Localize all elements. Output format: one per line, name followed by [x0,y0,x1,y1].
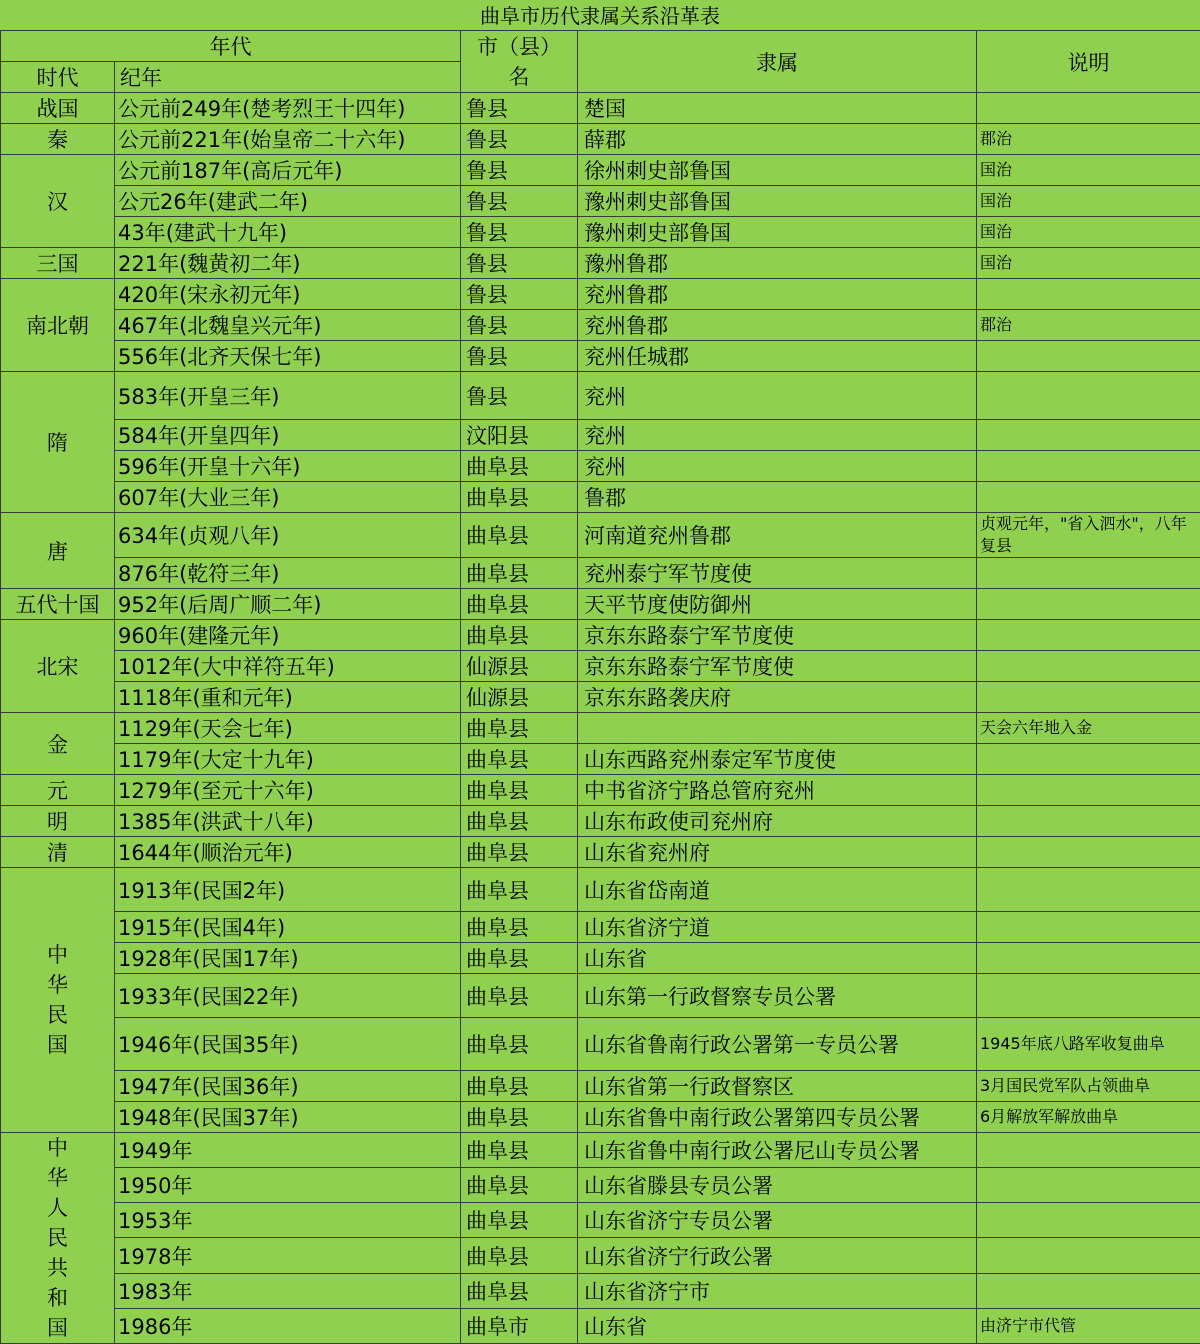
year-cell: 1913年(民国2年) [115,868,461,912]
table-row [1,744,1200,775]
year-cell: 1915年(民国4年) [115,912,461,943]
city-cell: 曲阜县 [461,837,578,868]
table-row [1,93,1200,124]
note-cell [977,837,1200,868]
city-cell: 曲阜市 [461,1308,578,1343]
era-name: 中华人民共和国 [45,1133,70,1343]
affiliation-cell [578,713,977,744]
year-cell: 1129年(天会七年) [115,713,461,744]
year-cell: 960年(建隆元年) [115,620,461,651]
note-cell [977,420,1200,451]
note-cell [977,620,1200,651]
affiliation-cell: 兖州鲁郡 [578,310,977,341]
era-cell: 汉 [1,155,115,248]
affiliation-cell: 山东省鲁中南行政公署第四专员公署 [578,1102,977,1133]
year-cell: 467年(北魏皇兴元年) [115,310,461,341]
affiliation-cell: 山东省鲁中南行政公署尼山专员公署 [578,1133,977,1168]
note-cell [977,482,1200,513]
note-cell: 国治 [977,248,1200,279]
era-cell: 南北朝 [1,279,115,372]
affiliation-cell: 山东省济宁专员公署 [578,1203,977,1238]
year-cell: 1949年 [115,1133,461,1168]
city-cell: 曲阜县 [461,620,578,651]
note-cell: 贞观元年，"省入泗水"，八年复县 [977,513,1200,558]
era-cell: 唐 [1,513,115,589]
table-row [1,1018,1200,1071]
year-cell: 1928年(民国17年) [115,943,461,974]
affiliation-cell: 山东省鲁南行政公署第一专员公署 [578,1018,977,1071]
year-cell: 1933年(民国22年) [115,974,461,1018]
table-row [1,868,1200,912]
year-cell: 公元26年(建武二年) [115,186,461,217]
era-cell: 隋 [1,372,115,513]
year-cell: 1986年 [115,1308,461,1343]
table-row [1,341,1200,372]
note-cell [977,93,1200,124]
table-row [1,943,1200,974]
table-row [1,420,1200,451]
era-cell: 金 [1,713,115,775]
city-cell: 鲁县 [461,372,578,420]
table-row [1,620,1200,651]
note-cell [977,279,1200,310]
note-cell [977,974,1200,1018]
affiliation-cell: 京东东路袭庆府 [578,682,977,713]
header-period: 年代 [1,31,461,62]
city-cell: 鲁县 [461,217,578,248]
affiliation-cell: 山东省第一行政督察区 [578,1071,977,1102]
table-row [1,1238,1200,1273]
year-cell: 公元前187年(高后元年) [115,155,461,186]
table-row [1,1071,1200,1102]
city-cell: 曲阜县 [461,943,578,974]
table-row [1,372,1200,420]
affiliation-cell: 中书省济宁路总管府兖州 [578,775,977,806]
affiliation-cell: 兖州 [578,372,977,420]
year-cell: 1983年 [115,1273,461,1308]
city-cell: 曲阜县 [461,513,578,558]
era-cell: 元 [1,775,115,806]
affiliation-cell: 豫州鲁郡 [578,248,977,279]
city-cell: 鲁县 [461,341,578,372]
affiliation-cell: 兖州 [578,420,977,451]
year-cell: 1948年(民国37年) [115,1102,461,1133]
era-cell: 战国 [1,93,115,124]
note-cell [977,868,1200,912]
note-cell: 国治 [977,186,1200,217]
city-cell: 汶阳县 [461,420,578,451]
city-cell: 曲阜县 [461,1133,578,1168]
header-city-line2: 名 [461,62,577,92]
year-cell: 公元前221年(始皇帝二十六年) [115,124,461,155]
note-cell: 国治 [977,217,1200,248]
header-city [461,31,578,93]
city-cell: 鲁县 [461,93,578,124]
note-cell [977,651,1200,682]
city-cell: 曲阜县 [461,1238,578,1273]
affiliation-cell: 山东省 [578,1308,977,1343]
note-cell [977,775,1200,806]
city-cell: 曲阜县 [461,589,578,620]
note-cell [977,806,1200,837]
affiliation-cell: 山东第一行政督察专员公署 [578,974,977,1018]
affiliation-cell: 兖州鲁郡 [578,279,977,310]
affiliation-cell: 山东省滕县专员公署 [578,1168,977,1203]
note-cell [977,1238,1200,1273]
city-cell: 曲阜县 [461,744,578,775]
note-cell [977,943,1200,974]
city-cell: 曲阜县 [461,482,578,513]
table-row [1,279,1200,310]
note-cell [977,341,1200,372]
header-city-line1: 市（县） [461,32,577,62]
era-cell [1,1133,115,1344]
note-cell [977,1273,1200,1308]
city-cell: 鲁县 [461,279,578,310]
city-cell: 鲁县 [461,248,578,279]
affiliation-cell: 鲁郡 [578,482,977,513]
city-cell: 曲阜县 [461,1018,578,1071]
year-cell: 1644年(顺治元年) [115,837,461,868]
year-cell: 584年(开皇四年) [115,420,461,451]
year-cell: 1946年(民国35年) [115,1018,461,1071]
table-row [1,837,1200,868]
table-row [1,1102,1200,1133]
table-row [1,310,1200,341]
year-cell: 634年(贞观八年) [115,513,461,558]
affiliation-cell: 豫州刺史部鲁国 [578,217,977,248]
city-cell: 仙源县 [461,682,578,713]
year-cell: 43年(建武十九年) [115,217,461,248]
year-cell: 1978年 [115,1238,461,1273]
affiliation-cell: 山东省兖州府 [578,837,977,868]
header-note: 说明 [977,31,1200,93]
affiliation-cell: 兖州 [578,451,977,482]
year-cell: 420年(宋永初元年) [115,279,461,310]
era-cell: 五代十国 [1,589,115,620]
header-affiliation: 隶属 [578,31,977,93]
era-cell: 北宋 [1,620,115,713]
affiliation-cell: 京东东路泰宁军节度使 [578,620,977,651]
city-cell: 鲁县 [461,124,578,155]
note-cell [977,682,1200,713]
note-cell: 6月解放军解放曲阜 [977,1102,1200,1133]
table-row [1,217,1200,248]
note-cell [977,589,1200,620]
table-row [1,451,1200,482]
city-cell: 鲁县 [461,310,578,341]
table-row [1,974,1200,1018]
affiliation-cell: 山东布政使司兖州府 [578,806,977,837]
city-cell: 曲阜县 [461,775,578,806]
note-cell [977,1133,1200,1168]
year-cell: 1953年 [115,1203,461,1238]
table-row [1,1273,1200,1308]
table-row [1,155,1200,186]
affiliation-cell: 徐州刺史部鲁国 [578,155,977,186]
history-table [0,30,1200,1344]
table-row [1,1168,1200,1203]
note-cell: 郡治 [977,124,1200,155]
year-cell: 952年(后周广顺二年) [115,589,461,620]
affiliation-cell: 山东省岱南道 [578,868,977,912]
era-name: 中华民国 [45,940,70,1060]
table-row [1,682,1200,713]
table-row [1,1308,1200,1343]
city-cell: 仙源县 [461,651,578,682]
city-cell: 曲阜县 [461,912,578,943]
table-row [1,806,1200,837]
year-cell: 1279年(至元十六年) [115,775,461,806]
affiliation-cell: 兖州任城郡 [578,341,977,372]
note-cell: 3月国民党军队占领曲阜 [977,1071,1200,1102]
city-cell: 鲁县 [461,186,578,217]
affiliation-cell: 山东西路兖州泰定军节度使 [578,744,977,775]
city-cell: 曲阜县 [461,1203,578,1238]
header-era: 时代 [1,62,115,93]
affiliation-cell: 天平节度使防御州 [578,589,977,620]
table-row [1,482,1200,513]
era-cell: 清 [1,837,115,868]
affiliation-cell: 山东省济宁道 [578,912,977,943]
table-row [1,558,1200,589]
table-row [1,912,1200,943]
note-cell: 郡治 [977,310,1200,341]
year-cell: 1950年 [115,1168,461,1203]
table-title: 曲阜市历代隶属关系沿革表 [0,0,1200,30]
table-row [1,248,1200,279]
header-year: 纪年 [115,62,461,93]
note-cell [977,912,1200,943]
year-cell: 607年(大业三年) [115,482,461,513]
era-cell: 秦 [1,124,115,155]
affiliation-cell: 薛郡 [578,124,977,155]
table-row [1,124,1200,155]
affiliation-cell: 楚国 [578,93,977,124]
table-row [1,186,1200,217]
city-cell: 曲阜县 [461,558,578,589]
note-cell [977,1203,1200,1238]
year-cell: 1947年(民国36年) [115,1071,461,1102]
table-row [1,513,1200,558]
year-cell: 1385年(洪武十八年) [115,806,461,837]
affiliation-cell: 山东省济宁行政公署 [578,1238,977,1273]
note-cell: 由济宁市代管 [977,1308,1200,1343]
table-row [1,651,1200,682]
city-cell: 曲阜县 [461,1168,578,1203]
city-cell: 鲁县 [461,155,578,186]
affiliation-cell: 京东东路泰宁军节度使 [578,651,977,682]
city-cell: 曲阜县 [461,451,578,482]
era-cell: 三国 [1,248,115,279]
note-cell [977,372,1200,420]
table-row [1,775,1200,806]
affiliation-cell: 山东省 [578,943,977,974]
affiliation-cell: 山东省济宁市 [578,1273,977,1308]
year-cell: 596年(开皇十六年) [115,451,461,482]
affiliation-cell: 兖州泰宁军节度使 [578,558,977,589]
year-cell: 876年(乾符三年) [115,558,461,589]
era-cell [1,868,115,1133]
year-cell: 556年(北齐天保七年) [115,341,461,372]
note-cell [977,1168,1200,1203]
year-cell: 公元前249年(楚考烈王十四年) [115,93,461,124]
era-cell: 明 [1,806,115,837]
note-cell [977,558,1200,589]
city-cell: 曲阜县 [461,1273,578,1308]
table-row [1,1133,1200,1168]
year-cell: 1179年(大定十九年) [115,744,461,775]
note-cell: 天会六年地入金 [977,713,1200,744]
note-cell [977,451,1200,482]
affiliation-cell: 河南道兖州鲁郡 [578,513,977,558]
year-cell: 1012年(大中祥符五年) [115,651,461,682]
affiliation-cell: 豫州刺史部鲁国 [578,186,977,217]
note-cell [977,744,1200,775]
year-cell: 583年(开皇三年) [115,372,461,420]
year-cell: 221年(魏黄初二年) [115,248,461,279]
table-row [1,589,1200,620]
city-cell: 曲阜县 [461,1071,578,1102]
table-row [1,713,1200,744]
city-cell: 曲阜县 [461,974,578,1018]
note-cell: 国治 [977,155,1200,186]
note-cell: 1945年底八路军收复曲阜 [977,1018,1200,1071]
city-cell: 曲阜县 [461,806,578,837]
table-row [1,1203,1200,1238]
year-cell: 1118年(重和元年) [115,682,461,713]
city-cell: 曲阜县 [461,713,578,744]
city-cell: 曲阜县 [461,1102,578,1133]
city-cell: 曲阜县 [461,868,578,912]
